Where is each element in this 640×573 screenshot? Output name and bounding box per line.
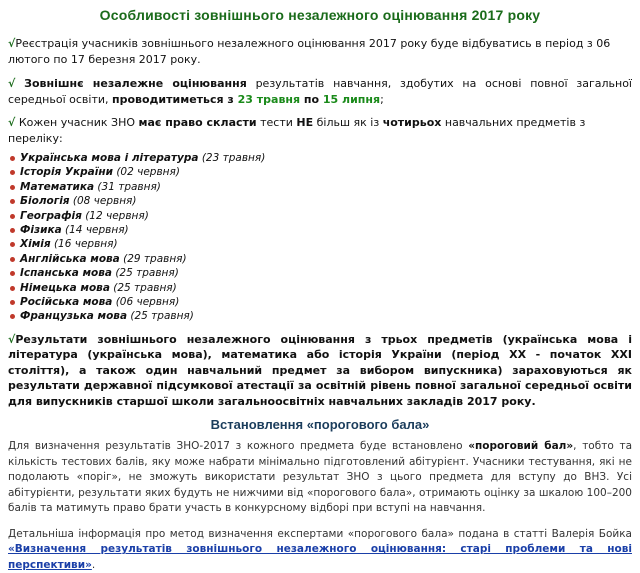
article-link[interactable]: «Визначення результатів зовнішнього незалежного оцінювання: старі проблеми та нові перспективи»: [8, 543, 632, 571]
subject-item: [8, 295, 632, 309]
threshold-term: «пороговий бал»: [468, 440, 574, 453]
results-paragraph: [8, 332, 632, 410]
subjects-intro-start: Кожен учасник ЗНО: [18, 116, 139, 129]
subject-name: Фізика: [20, 224, 62, 237]
subject-name: Українська мова і література: [20, 152, 199, 164]
subjects-intro-mid1: тести: [256, 116, 297, 129]
exam-period-conj: по: [300, 93, 323, 106]
bullet-icon: [10, 156, 15, 161]
subject-name: Іспанська мова: [20, 267, 112, 280]
checkmark-icon: √: [8, 37, 16, 50]
details-text: Детальніша інформація про метод визначення експертами «порогового бала» подана в статті Валерія Бойка: [8, 527, 632, 540]
subject-date: (29 травня): [119, 252, 187, 265]
subject-item: [8, 252, 632, 266]
subject-item: [8, 223, 632, 237]
registration-text: Реєстрація учасників зовнішнього незалежного оцінювання 2017 року буде відбуватись в період з 06 лютого по 17 березня 2017 року.: [8, 37, 611, 66]
subjects-intro-end: навчальних предметів з переліку:: [8, 116, 586, 145]
subjects-intro-bold1: має право скласти: [138, 116, 257, 129]
exam-period-bold-start: Зовнішнє незалежне оцінювання: [24, 77, 247, 90]
exam-period-mid: результатів навчання, здобутих на основі повної загальної середньої освіти,: [8, 77, 632, 106]
exam-period-paragraph: [8, 76, 632, 108]
details-end: .: [91, 558, 96, 571]
threshold-text-start: Для визначення результатів ЗНО-2017 з кожного предмета буде встановлено: [8, 440, 469, 453]
threshold-paragraph: [8, 439, 632, 517]
bullet-icon: [10, 242, 15, 247]
subjects-intro-bold3: чотирьох: [382, 116, 442, 129]
bullet-icon: [10, 271, 15, 276]
subject-item: [8, 237, 632, 251]
bullet-icon: [10, 170, 15, 175]
subject-item: [8, 281, 632, 295]
subject-date: (14 червня): [61, 224, 129, 237]
subject-name: Російська мова: [20, 296, 113, 309]
subjects-intro-mid2: більш як із: [313, 116, 383, 129]
subjects-list: [8, 151, 632, 324]
exam-start-date: 23 травня: [237, 93, 301, 106]
subject-date: (31 травня): [94, 180, 161, 193]
subject-date: (25 травня): [111, 267, 179, 280]
subject-name: Хімія: [20, 238, 51, 251]
threshold-text-end: , тобто та кількість тестових балів, яку може набрати мінімально підготовлений абітурієнт. Учасники тестування, які не подолають «поріг», не зможуть використати результат ЗНО з цього предмета для вступу до ВНЗ. Усі абітурієнти, результати яких будуть не нижчими від «порогового бала», отримають оцінку за шкалою 100–200 балів та матимуть право брати участь в конкурсному відборі при вступі на навчання.: [8, 440, 632, 515]
subject-date: (12 червня): [81, 209, 149, 222]
subject-name: Історія України: [20, 166, 113, 179]
subject-name: Географія: [20, 209, 82, 222]
subject-date: (25 травня): [109, 281, 177, 294]
subject-date: (23 травня): [198, 152, 266, 164]
subject-item: [8, 151, 632, 165]
bullet-icon: [10, 300, 15, 305]
subject-date: (02 червня): [112, 166, 180, 179]
subject-name: Німецька мова: [20, 281, 110, 294]
subject-item: [8, 194, 632, 208]
exam-end-date: 15 липня: [322, 93, 381, 106]
subject-name: Французька мова: [20, 310, 128, 323]
details-paragraph: [8, 527, 632, 573]
registration-paragraph: [8, 36, 632, 68]
bullet-icon: [10, 286, 15, 291]
subject-date: (25 травня): [127, 310, 194, 323]
checkmark-icon: √: [8, 116, 16, 129]
subjects-intro-bold2: НЕ: [296, 116, 314, 129]
subject-item: [8, 266, 632, 280]
checkmark-icon: √: [8, 332, 16, 346]
checkmark-icon: √: [8, 77, 16, 90]
subject-item: [8, 209, 632, 223]
subject-date: (06 червня): [112, 296, 180, 309]
subject-item: [8, 165, 632, 179]
results-text: Результати зовнішнього незалежного оцінювання з трьох предметів (українська мова і література (українська мова), математика або історія України (період ХХ - початок ХХІ століття), а також один навчальний предмет за вибором випускника) зараховуються як результати державної підсумкової атестації за освітній рівень повної загальної середньої освіти для випускників старшої школи загальноосвітніх навчальних закладів 2017 року.: [8, 332, 632, 408]
subject-date: (16 червня): [50, 238, 118, 251]
subject-item: [8, 309, 632, 323]
page-title: Особливості зовнішнього незалежного оцінювання 2017 року: [99, 7, 541, 23]
bullet-icon: [10, 314, 15, 319]
exam-period-bold-mid: проводитиметься з: [112, 93, 238, 106]
bullet-icon: [10, 199, 15, 204]
subject-name: Англійська мова: [20, 252, 120, 265]
bullet-icon: [10, 257, 15, 262]
bullet-icon: [10, 228, 15, 233]
bullet-icon: [10, 185, 15, 190]
subjects-intro-paragraph: [8, 115, 632, 147]
exam-period-end: ;: [380, 93, 384, 106]
subject-date: (08 червня): [69, 195, 137, 208]
bullet-icon: [10, 214, 15, 219]
subject-name: Математика: [20, 180, 95, 193]
threshold-section-title: Встановлення «порогового бала»: [210, 417, 430, 433]
subject-item: [8, 180, 632, 194]
subject-name: Біологія: [20, 195, 70, 208]
